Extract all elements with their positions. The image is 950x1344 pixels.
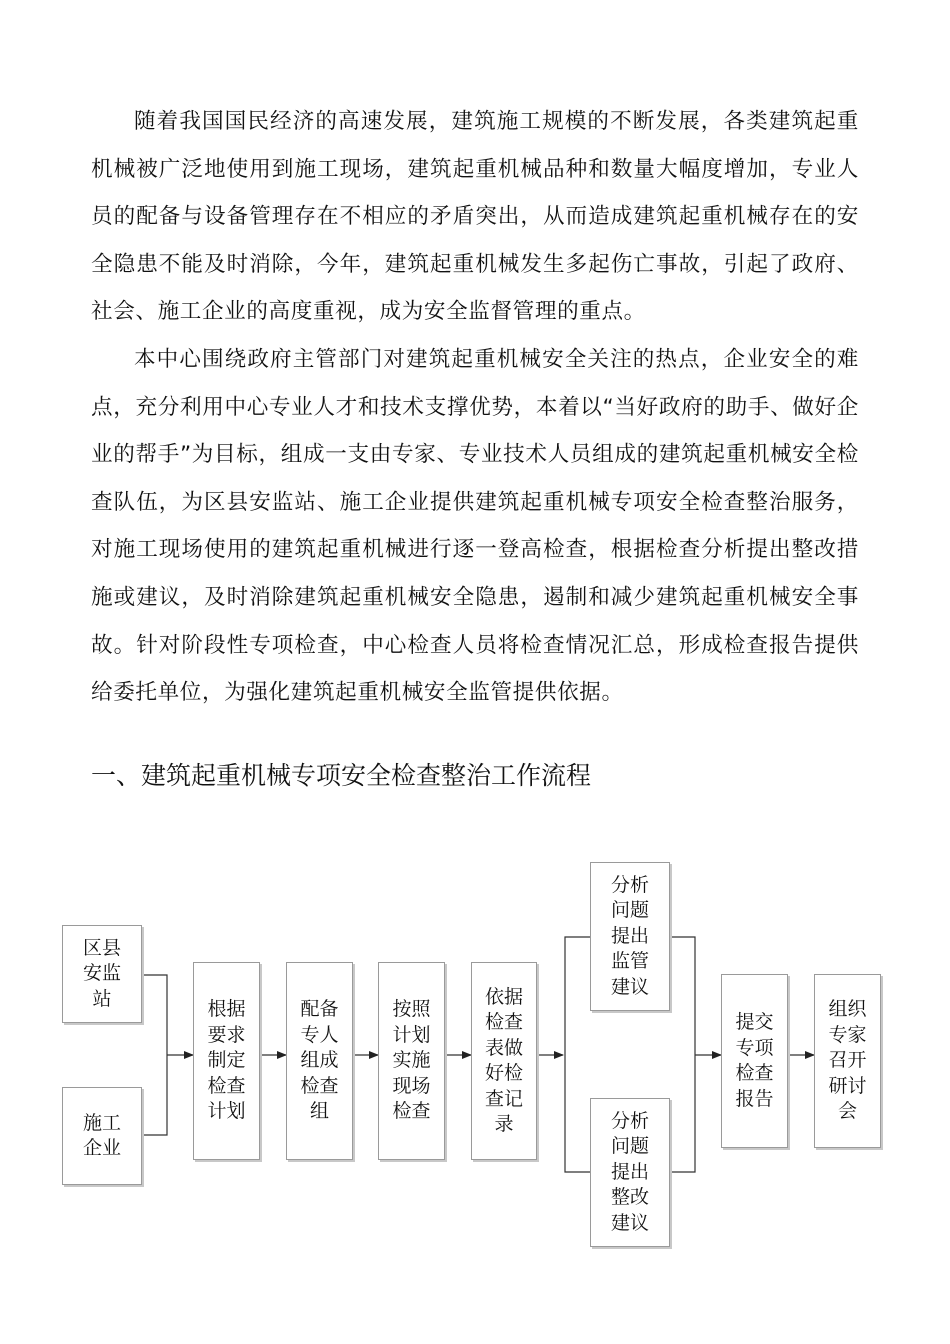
intro-paragraph-1: 随着我国国民经济的高速发展，建筑施工规模的不断发展，各类建筑起重机械被广泛地使用到施工现场，建筑起重机械品种和数量大幅度增加，专业人员的配备与设备管理存在不相应的矛盾突出，从而造成建筑起重机械存在的安全隐患不能及时消除，今年，建筑起重机械发生多起伤亡事故，引起了政府、社会、施工企业的高度重视，成为安全监督管理的重点。 [91, 109, 859, 325]
merge-bracket [670, 937, 695, 1172]
branch-rectification-advice [590, 1098, 670, 1247]
source-bracket [142, 975, 167, 1135]
source-construction-company [62, 1087, 142, 1185]
split-bracket [565, 937, 590, 1172]
source-district-station [62, 925, 142, 1023]
branch-supervision-advice [590, 862, 670, 1011]
branch-rectification-advice-label: 分析问题提出整改建议 [610, 1109, 649, 1234]
intro-paragraph-2: 本中心围绕政府主管部门对建筑起重机械安全关注的热点，企业安全的难点，充分利用中心专业人才和技术支撑优势，本着以“当好政府的助手、做好企业的帮手”为目标，组成一支由专家、专业技术人员组成的建筑起重机械安全检查队伍，为区县安监站、施工企业提供建筑起重机械专项安全检查整治服务，对施工现场使用的建筑起重机械进行逐一登高检查，根据检查分析提出整改措施或建议，及时消除建筑起重机械安全隐患，遏制和减少建筑起重机械安全事故。针对阶段性专项检查，中心检查人员将检查情况汇总，形成检查报告提供给委托单位，为强化建筑起重机械安全监管提供依据。 [91, 347, 859, 706]
source-district-station-label: 区县安监站 [82, 936, 121, 1010]
step-record [471, 962, 537, 1160]
output-seminar [814, 974, 881, 1148]
step-site-inspection [378, 962, 445, 1160]
step-form-team-label: 配备专人组成检查组 [300, 998, 339, 1123]
output-report-label: 提交专项检查报告 [735, 1011, 774, 1110]
output-seminar-label: 组织专家召开研讨会 [828, 998, 867, 1123]
branch-supervision-advice-label: 分析问题提出监管建议 [610, 873, 649, 998]
step-form-team [286, 962, 353, 1160]
section-heading: 一、建筑起重机械专项安全检查整治工作流程 [91, 761, 592, 790]
source-construction-company-label: 施工企业 [82, 1111, 121, 1159]
step-site-inspection-label: 按照计划实施现场检查 [392, 998, 431, 1123]
output-report [721, 974, 788, 1148]
step-record-label: 依据检查表做好检查记录 [484, 985, 523, 1135]
step-make-plan [193, 962, 260, 1160]
step-make-plan-label: 根据要求制定检查计划 [207, 998, 246, 1123]
